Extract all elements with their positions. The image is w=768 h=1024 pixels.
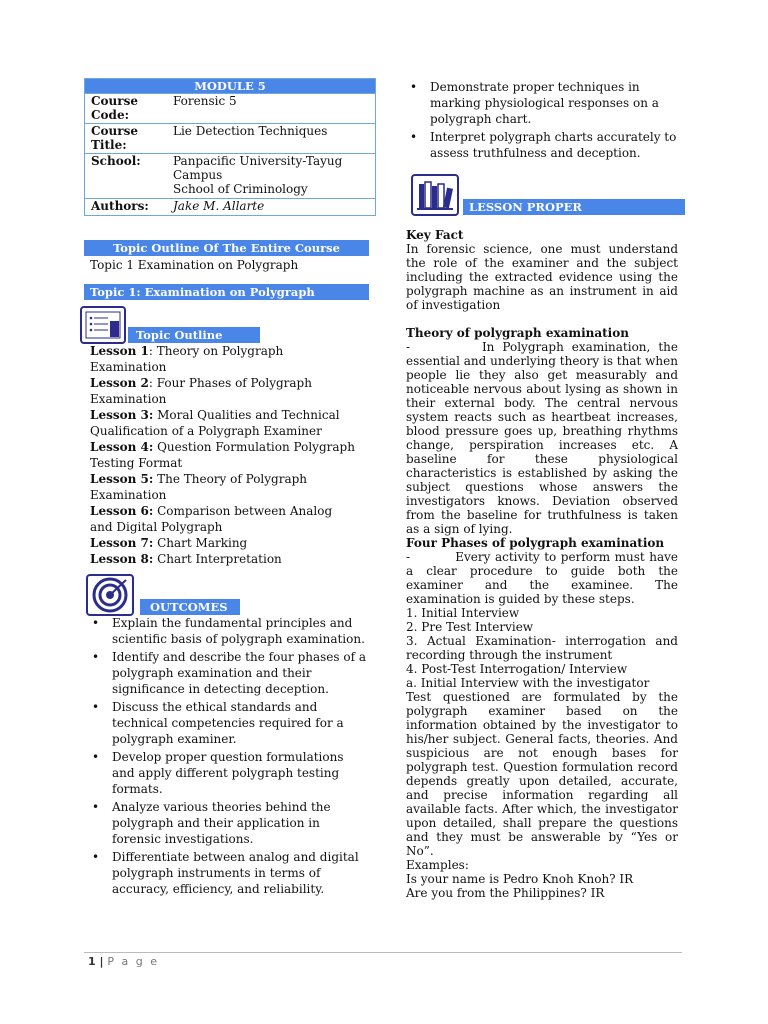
- outcome-item: • Analyze various theories behind the polygraph and their application in forensic investigations.: [84, 799, 366, 847]
- outcomes-list: [84, 615, 366, 899]
- module-value: Panpacific University-Tayug Campus School of Criminology: [173, 154, 343, 196]
- theory-text: - In Polygraph examination, the essential and underlying theory is that when people lie they also get measurably and noticeable nervous about lysing as shown in their external body. The central nervous system reacts such as heartbeat increases, blood pressure goes up, breathing rhythms change, perspiration increases etc. A baseline for these physiological characteristics is established by asking the subject questions whose answers the investigators knows. Deviation observed from the baseline for truthfulness is taken as a sign of lying.: [406, 340, 682, 536]
- lesson-text: Moral Qualities and Technical Qualification of a Polygraph Examiner: [90, 408, 340, 438]
- module-value: Lie Detection Techniques: [173, 124, 328, 138]
- theory-title: Theory of polygraph examination: [406, 326, 629, 340]
- phases-title: Four Phases of polygraph examination: [406, 536, 665, 550]
- target-icon: [86, 574, 134, 616]
- lesson-item: [90, 535, 358, 551]
- lesson-text: Theory on Polygraph Examination: [90, 344, 284, 374]
- module-table: [84, 78, 376, 216]
- module-row-course-title: [85, 123, 375, 153]
- lesson-item: [90, 439, 358, 471]
- lesson-label: Lesson 8:: [90, 552, 154, 566]
- module-key: Course Title:: [91, 124, 138, 152]
- example-item: Are you from the Philippines? IR: [406, 886, 605, 900]
- lesson-label: Lesson 6:: [90, 504, 154, 518]
- lesson-sep: :: [148, 376, 153, 390]
- module-title: MODULE 5: [85, 79, 375, 93]
- lesson-item: [90, 407, 358, 439]
- module-key: School:: [91, 154, 141, 168]
- initial-interview-text: Test questioned are formulated by the polygraph examiner based on the information obtained by the investigator to his/her subject. General facts, theories. And suspicious are not enough bases for polygraph test. Question formulation record depends greatly upon detailed, accurate, and precise information regarding all available facts. After which, the investigator upon detailed, shall prepare the questions and they must be answerable by “Yes or No”.: [406, 690, 678, 858]
- key-fact-text: In forensic science, one must understand the role of the examiner and the subject including the extracted evidence using the polygraph machine as an instrument in aid of investigation: [406, 242, 678, 312]
- footer-divider: [84, 952, 682, 953]
- lesson-label: Lesson 4:: [90, 440, 154, 454]
- lesson-label: Lesson 3:: [90, 408, 154, 422]
- module-row-authors: [85, 198, 375, 215]
- page-separator: |: [95, 955, 108, 968]
- lesson-item: [90, 503, 358, 535]
- lesson-label: Lesson 2: [90, 376, 149, 390]
- outcome-item: • Differentiate between analog and digital polygraph instruments in terms of accuracy, efficiency, and reliability.: [84, 849, 366, 897]
- step-item: 2. Pre Test Interview: [406, 620, 534, 634]
- lesson-label: Lesson 1: [90, 344, 149, 358]
- examples-title: Examples:: [406, 858, 469, 872]
- outcomes-heading: OUTCOMES: [140, 599, 240, 615]
- page-footer: [88, 955, 159, 968]
- outcome-item: • Identify and describe the four phases of a polygraph examination and their significance in detecting deception.: [84, 649, 366, 697]
- course-outline-text: Topic 1 Examination on Polygraph: [90, 258, 299, 272]
- phases-intro: - Every activity to perform must have a clear procedure to guide both the examiner and the examinee. The examination is guided by these steps.: [406, 550, 682, 606]
- lesson-item: [90, 343, 358, 375]
- lesson-proper-body: [406, 228, 682, 900]
- outcome-item: • Discuss the ethical standards and technical competencies required for a polygraph examiner.: [84, 699, 366, 747]
- step-item: 4. Post-Test Interrogation/ Interview: [406, 662, 628, 676]
- step-item: a. Initial Interview with the investigator: [406, 676, 650, 690]
- lesson-text: The Theory of Polygraph Examination: [90, 472, 308, 502]
- lesson-text: Chart Interpretation: [153, 552, 282, 566]
- lesson-text: Comparison between Analog and Digital Polygraph: [90, 504, 333, 534]
- lesson-label: Lesson 5:: [90, 472, 154, 486]
- lesson-sep: :: [148, 344, 153, 358]
- course-outline-heading: Topic Outline Of The Entire Course: [84, 240, 369, 256]
- lesson-item: [90, 551, 358, 567]
- outcome-item: • Explain the fundamental principles and scientific basis of polygraph examination.: [84, 615, 366, 647]
- lesson-text: Chart Marking: [153, 536, 248, 550]
- lesson-list: [90, 343, 358, 567]
- step-item: 1. Initial Interview: [406, 606, 520, 620]
- outcome-item: • Demonstrate proper techniques in marking physiological responses on a polygraph chart.: [402, 79, 682, 127]
- topic1-heading: Topic 1: Examination on Polygraph: [84, 284, 369, 300]
- topic-outline-heading: Topic Outline: [128, 327, 260, 343]
- example-item: Is your name is Pedro Knoh Knoh? IR: [406, 872, 634, 886]
- module-key: Course Code:: [91, 94, 138, 122]
- key-fact-title: Key Fact: [406, 228, 464, 242]
- lesson-label: Lesson 7:: [90, 536, 154, 550]
- module-row-school: [85, 153, 375, 198]
- lesson-proper-heading: LESSON PROPER: [463, 199, 685, 215]
- module-key: Authors:: [91, 199, 149, 213]
- outcome-item: • Interpret polygraph charts accurately to assess truthfulness and deception.: [402, 129, 682, 161]
- lesson-item: [90, 471, 358, 503]
- outcomes-list-continued: [402, 79, 682, 163]
- lesson-text: Four Phases of Polygraph Examination: [90, 376, 312, 406]
- lesson-item: [90, 375, 358, 407]
- list-icon: [80, 306, 126, 344]
- module-value: Jake M. Allarte: [173, 199, 265, 213]
- spacer: [406, 312, 678, 326]
- page-label: P a g e: [107, 955, 159, 968]
- page-number: 1: [88, 955, 96, 968]
- module-row-course-code: [85, 93, 375, 123]
- module-value: Forensic 5: [173, 94, 237, 108]
- lesson-text: Question Formulation Polygraph Testing Format: [90, 440, 355, 470]
- books-icon: [411, 174, 459, 216]
- step-item: 3. Actual Examination- interrogation and recording through the instrument: [406, 634, 678, 662]
- outcome-item: • Develop proper question formulations and apply different polygraph testing formats.: [84, 749, 366, 797]
